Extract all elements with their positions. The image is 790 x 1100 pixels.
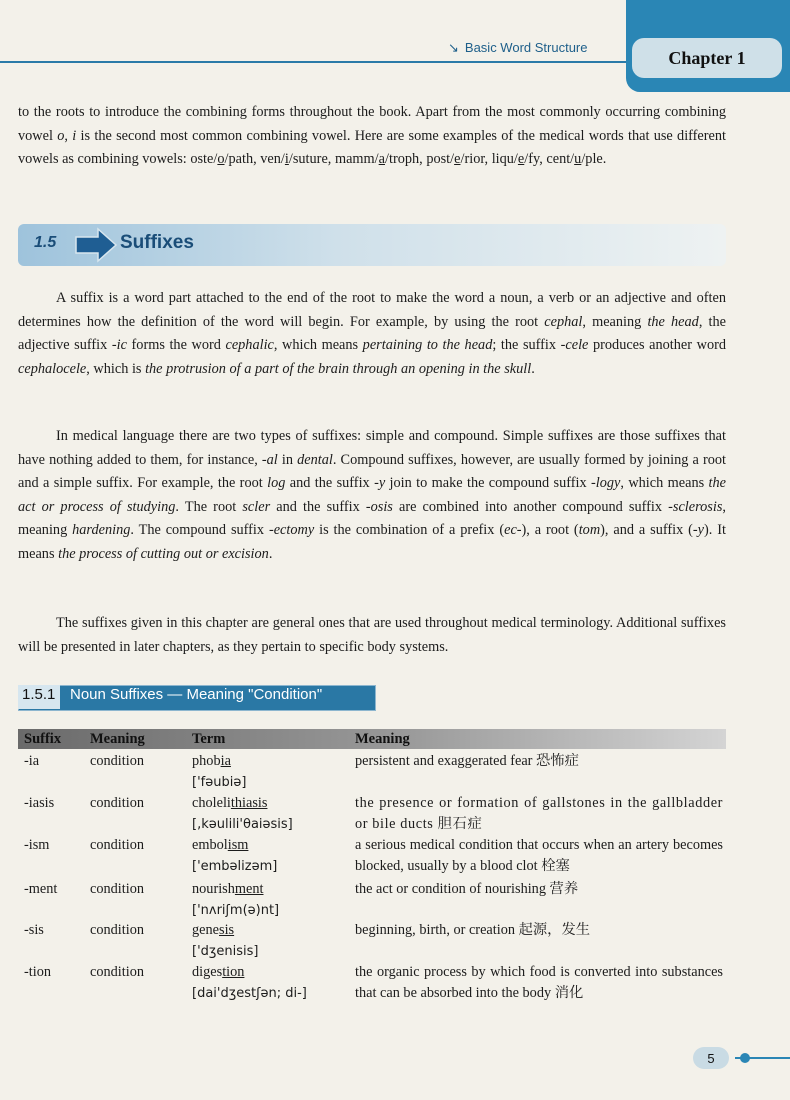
suffix-cell: -iasis (24, 795, 55, 811)
meaning-cell: condition (90, 964, 145, 980)
example-word: mamm/a/troph (334, 151, 420, 167)
suffix-cell: -ia (24, 753, 40, 769)
footer-dot (740, 1053, 750, 1063)
pronunciation: ['nʌriʃm(ə)nt] (192, 903, 280, 918)
pronunciation: ['embəlizəm] (192, 859, 278, 874)
term-cell: phobia ['fəubiə] (192, 753, 247, 790)
definition-cell: the act or condition of nourishing 营养 (355, 881, 579, 897)
definition-cell: the presence or formation of gallstones in the gallbladder or bile ducts 胆石症 (355, 795, 723, 832)
example-word: ven/i/suture (260, 151, 328, 167)
intro-paragraph: to the roots to introduce the combining forms throughout the book. Apart from the most commonly occurring combining vowel o, i is the second most common combining vowel. Here are some examples of the medical words that use different vowels as combining vowels: oste/o/path, ven/i/suture, mamm/a/troph, post/e/rior, liqu/e/fy, cent/u/ple. (18, 104, 726, 167)
running-header (448, 40, 588, 56)
intro-text: is the second most common combining vowel. Here are some examples of the medical words that use different vowels as combining vowels: (18, 127, 726, 167)
section-number: 1.5 (34, 234, 57, 251)
note-paragraph: The suffixes given in this chapter are general ones that are used throughout medical terminology. Additional suffixes will be presented in later chapters, as they pertain to specific body systems. (18, 615, 726, 655)
chapter-label: Chapter 1 (632, 38, 782, 78)
suffix-types-paragraph: In medical language there are two types of suffixes: simple and compound. Simple suffixes are those suffixes that have nothing added to them, for instance, -al in dental. Compound suffixes, however, are usually formed by joining a root and a simple suffix. For example, the root log and the suffix -y join to make the compound suffix -logy, which means the act or process of studying. The root scler and the suffix -osis are combined into another compound suffix -sclerosis, meaning hardening. The compound suffix -ectomy is the combination of a prefix (ec-), a root (tom), and a suffix (-y). It means the process of cutting out or excision. (18, 428, 727, 562)
column-header-definition: Meaning (355, 731, 410, 747)
subsection-number: 1.5.1 (22, 686, 56, 703)
example-word: oste/o/path (190, 151, 254, 167)
intro-text: , (64, 127, 73, 144)
header-rule (0, 61, 635, 63)
page-number: 5 (693, 1047, 729, 1069)
meaning-cell: condition (90, 795, 145, 811)
term-cell: nourishment ['nʌriʃm(ə)nt] (192, 881, 280, 918)
definition-paragraph: A suffix is a word part attached to the end of the root to make the word a noun, a verb or an adjective and often determines how the definition of the word will begin. For example, by using the root cephal, meaning the head, the adjective suffix -ic forms the word cephalic, which means pertaining to the head; the suffix -cele produces another word cephalocele, which is the protrusion of a part of the brain through an opening in the skull. (18, 290, 726, 377)
intro-text: to the roots to introduce the combining forms throughout the book. Apart from the most commonly occurring combining vowel (18, 104, 726, 144)
suffix-cell: -ism (24, 837, 50, 853)
term-cell: digestion [dai'dʒestʃən; di-] (192, 964, 307, 1001)
subsection-title: Noun Suffixes — Meaning "Condition" (70, 686, 323, 703)
suffix-cell: -tion (24, 964, 52, 980)
example-word: cent/u/ple. (546, 151, 607, 167)
pronunciation: [,kəulili'θaiəsis] (192, 817, 293, 832)
column-header-meaning: Meaning (90, 731, 145, 747)
vowel-i: i (72, 127, 77, 144)
suffix-cell: -ment (24, 881, 58, 897)
column-header-term: Term (192, 731, 226, 747)
term-cell: cholelithiasis [,kəulili'θaiəsis] (192, 795, 293, 832)
arrow-right-icon (74, 227, 118, 263)
pronunciation: [dai'dʒestʃən; di-] (192, 986, 307, 1001)
definition-cell: beginning, birth, or creation 起源，发生 (355, 922, 591, 938)
term-cell: embolism ['embəlizəm] (192, 837, 278, 874)
example-word: liqu/e/fy (491, 151, 540, 167)
definition-cell: the organic process by which food is converted into substances that can be absorbed into the body 消化 (355, 964, 723, 1001)
pronunciation: ['fəubiə] (192, 775, 247, 790)
suffix-cell: -sis (24, 922, 44, 938)
section-title: Suffixes (120, 232, 194, 253)
meaning-cell: condition (90, 881, 145, 897)
column-header-suffix: Suffix (24, 731, 62, 747)
pronunciation: ['dʒenisis] (192, 944, 259, 959)
example-word: post/e/rior (426, 151, 485, 167)
arrow-down-right-icon: ↘ (448, 40, 459, 55)
meaning-cell: condition (90, 837, 145, 853)
meaning-cell: condition (90, 922, 145, 938)
definition-cell: a serious medical condition that occurs when an artery becomes blocked, usually by a blood clot 栓塞 (355, 837, 723, 874)
definition-cell: persistent and exaggerated fear 恐怖症 (355, 753, 579, 769)
vowel-o: o (57, 127, 65, 144)
meaning-cell: condition (90, 753, 145, 769)
running-header-label: Basic Word Structure (464, 40, 588, 55)
term-cell: genesis ['dʒenisis] (192, 922, 259, 959)
